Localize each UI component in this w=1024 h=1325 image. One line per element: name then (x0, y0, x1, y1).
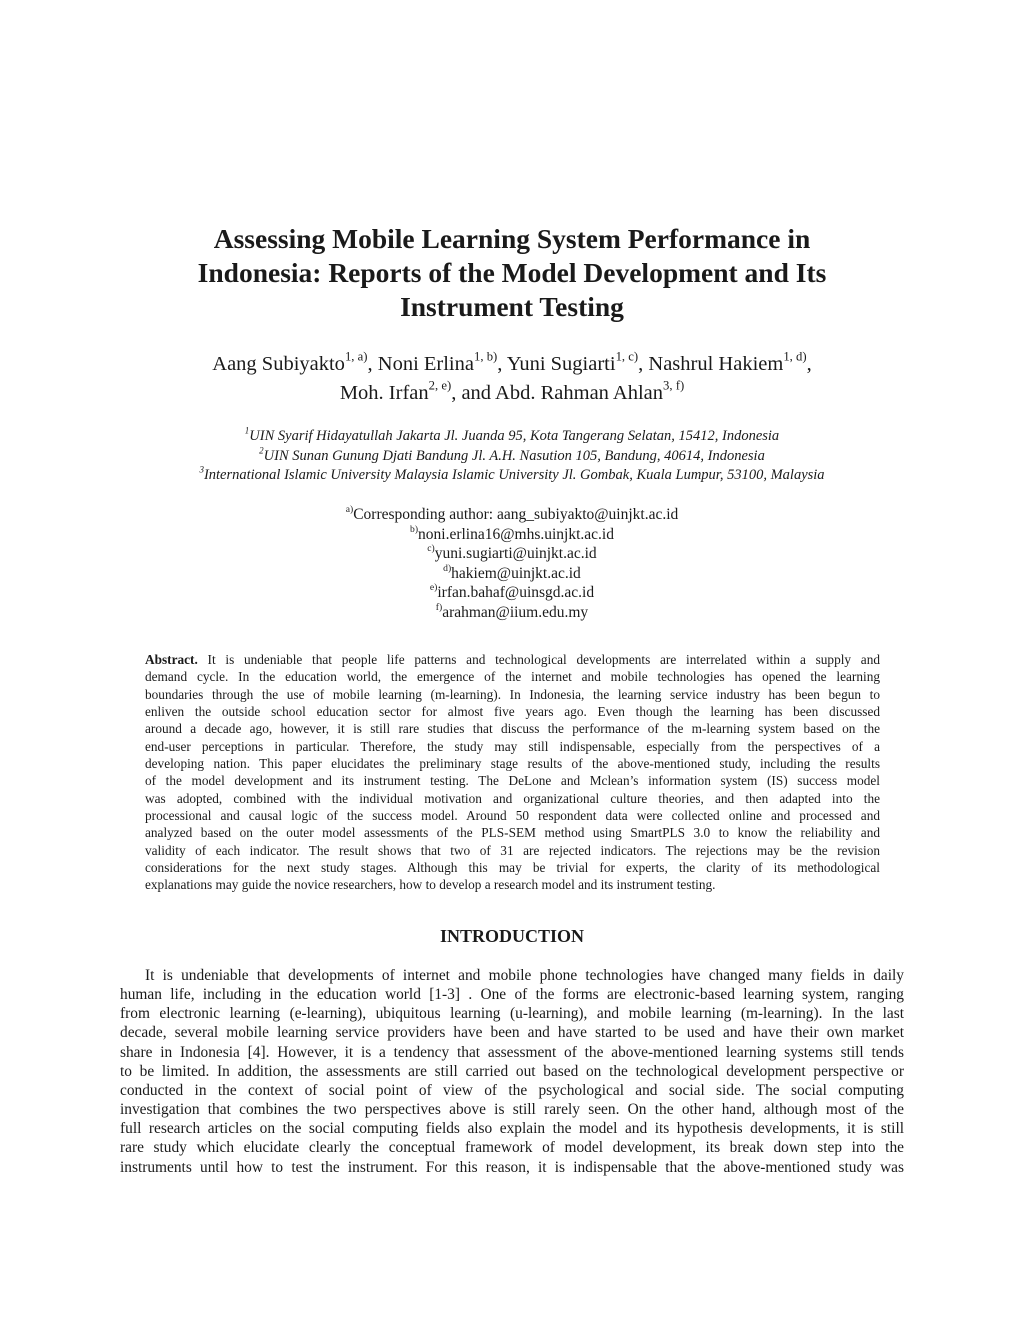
email-mark: d) (443, 562, 452, 574)
email-mark: e) (429, 581, 438, 593)
abstract-line (145, 651, 880, 668)
abstract-line: boundaries through the use of mobile learning (m-learning). In Indonesia, the learning service industry has been begun to (145, 686, 880, 702)
email-mark: f) (435, 601, 443, 613)
email-entry (100, 544, 924, 564)
affiliation (100, 466, 924, 486)
author-line (100, 379, 924, 408)
author-name: Moh. Irfan (339, 382, 429, 404)
affiliation-number: 1 (244, 425, 250, 436)
author-separator: , (367, 353, 378, 375)
author-affiliation-mark: 1, b) (473, 349, 498, 364)
abstract-line: of the model development and its instrument testing. The DeLone and Mclean’s information system (IS) success model (145, 773, 880, 789)
email-mark: b) (410, 523, 419, 535)
author-affiliation-mark: 1, a) (344, 349, 368, 364)
intro-line: full research articles on the social computing fields also explain the model and its hypothesis developments, it is still (120, 1120, 904, 1138)
author-affiliation-mark: 3, f) (663, 378, 685, 393)
abstract-line: developing nation. This paper elucidates the preliminary stage results of the above-mentioned study, including the results (145, 756, 880, 772)
abstract-line: was adopted, combined with the individual motivation and organizational culture theories, and then adapted into the (145, 790, 880, 806)
title-line: Indonesia: Reports of the Model Development and Its (197, 257, 827, 288)
email-text: arahman@iium.edu.my (442, 603, 589, 621)
intro-line: instruments until how to test the instrument. For this reason, it is indispensable that the above-mentioned study was (120, 1158, 904, 1176)
title-line: Assessing Mobile Learning System Performance in (213, 223, 811, 254)
email-text: Corresponding author: aang_subiyakto@uinjkt.ac.id (353, 506, 679, 523)
email-mark: a) (345, 503, 354, 515)
affiliation-list (100, 427, 924, 486)
abstract-line: explanations may guide the novice researchers, how to develop a research model and its instrument testing. (145, 877, 716, 893)
author-affiliation-mark: 1, d) (783, 349, 807, 364)
abstract-line: enliven the outside school education sector for almost five years ago. Even though the learning has been discussed (145, 704, 880, 720)
abstract-label: Abstract. (145, 652, 198, 667)
email-entry (100, 564, 924, 584)
email-entry (100, 505, 924, 525)
author-separator: , (497, 353, 507, 375)
intro-line: share in Indonesia [4]. However, it is a tendency that assessment of the above-mentioned learning systems still tends (120, 1043, 904, 1061)
intro-line: investigation that combines the two perspectives above is still rarely seen. On the other hand, although most of the (120, 1101, 904, 1119)
intro-line: decade, several mobile learning service providers have been and have started to be used and have their own market (120, 1024, 904, 1042)
affiliation (100, 427, 924, 447)
affiliation-text: International Islamic University Malaysia Islamic University Jl. Gombak, Kuala Lumpur, 53100, Malaysia (203, 467, 825, 483)
intro-line: to be limited. In addition, the assessments are still carried out based on the technological development perspective or (120, 1062, 904, 1080)
intro-line: from electronic learning (e-learning), ubiquitous learning (u-learning), and mobile learning (m-learning). In the last (120, 1005, 904, 1023)
abstract (145, 651, 880, 894)
author-name: Aang Subiyakto (212, 353, 345, 375)
abstract-line: around a decade ago, however, it is still rare studies that discuss the performance of the m-learning system based on the (145, 721, 880, 737)
abstract-text: It is undeniable that people life patterns and technological developments are interrelated within a supply and (197, 652, 880, 667)
author-name: Nashrul Hakiem (648, 353, 784, 375)
title-line: Instrument Testing (400, 291, 624, 322)
abstract-line: analyzed based on the outer model assessments of the PLS-SEM method using SmartPLS 3.0 to know the reliability and (145, 825, 880, 841)
affiliation (100, 444, 924, 467)
intro-line: conducted in the context of social point of view of the psychological and social side. The social computing (120, 1081, 904, 1099)
email-text: yuni.sugiarti@uinjkt.ac.id (434, 545, 597, 562)
email-text: irfan.bahaf@uinsgd.ac.id (437, 584, 595, 601)
author-separator: , (638, 353, 649, 375)
intro-line: rare study which elucidate clearly the conceptual framework of model development, its break down step into the (120, 1139, 904, 1157)
email-entry (100, 525, 924, 545)
author-list (100, 350, 924, 408)
email-text: hakiem@uinjkt.ac.id (451, 564, 581, 582)
author-affiliation-mark: 2, e) (428, 378, 452, 393)
email-list (100, 505, 924, 622)
intro-line: It is undeniable that developments of internet and mobile phone technologies have changed many fields in daily (145, 967, 904, 984)
paper-title (120, 222, 904, 324)
affiliation-text: UIN Sunan Gunung Djati Bandung Jl. A.H. Nasution 105, Bandung, 40614, Indonesia (263, 447, 765, 464)
affiliation-number: 3 (199, 464, 204, 475)
email-mark: c) (427, 542, 435, 554)
intro-line: human life, including in the education world [1-3] . One of the forms are electronic-based learning system, ranging (120, 986, 904, 1004)
author-separator: , and (451, 382, 496, 404)
email-entry (100, 583, 924, 603)
email-text: noni.erlina16@mhs.uinjkt.ac.id (418, 525, 614, 543)
abstract-line: end-user perceptions in particular. Therefore, the study may still indispensable, especially from the perspectives of a (145, 738, 880, 754)
abstract-line: validity of each indicator. The result shows that two of 31 are rejected indicators. The rejections may be the revision (145, 842, 880, 858)
author-name: Abd. Rahman Ahlan (495, 382, 664, 404)
affiliation-text: UIN Syarif Hidayatullah Jakarta Jl. Juanda 95, Kota Tangerang Selatan, 15412, Indonesia (249, 428, 780, 444)
abstract-line: processional and causal logic of the success model. Around 50 respondent data were collected online and processed and (145, 808, 880, 824)
introduction-body (120, 966, 904, 1177)
author-name: Noni Erlina (377, 353, 474, 375)
author-separator: , (806, 353, 812, 375)
email-entry (100, 603, 924, 623)
author-line (100, 350, 924, 379)
author-affiliation-mark: 1, c) (615, 349, 639, 364)
abstract-line: considerations for the next study stages. Although this may be trivial for experts, the clarity of its methodological (145, 860, 880, 876)
affiliation-number: 2 (259, 444, 264, 455)
abstract-line: demand cycle. In the education world, the emergence of the internet and mobile technologies has opened the learning (145, 669, 880, 685)
section-heading-introduction: INTRODUCTION (439, 926, 585, 946)
author-name: Yuni Sugiarti (506, 353, 616, 375)
